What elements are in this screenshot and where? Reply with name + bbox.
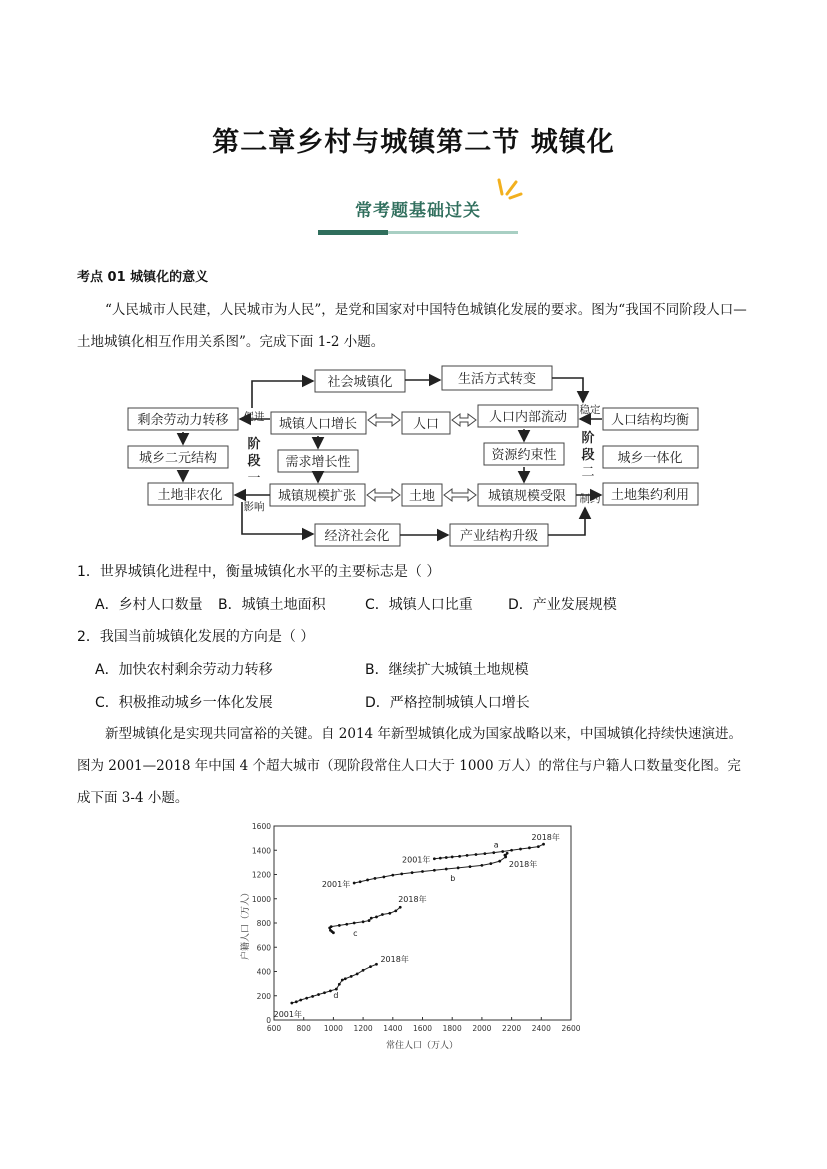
y-tick-label: 800 [256,919,271,928]
series-point-d [323,991,326,994]
x-axis-label: 常住人口（万人） [385,1041,459,1051]
series-name-d: d [333,991,339,1001]
section-heading: 考点 01 城镇化的意义 [77,270,209,285]
stage2-char-3: 二 [581,465,595,480]
series-point-a [451,856,454,859]
series-point-b [374,877,377,880]
series-name-c: c [353,928,358,938]
spark-icon [494,172,524,202]
stage2-char-2: 段 [581,448,595,463]
series-end-label-a: 2018年 [531,833,560,843]
series-point-d [305,997,308,1000]
y-tick-label: 1200 [251,870,271,880]
series-end-label-d: 2018年 [380,955,409,965]
label-structure-balance: 人口结构均衡 [610,413,690,428]
y-tick-label: 1400 [251,846,271,856]
series-point-b [489,862,492,865]
series-point-a [458,855,461,858]
y-tick-label: 200 [256,991,271,1001]
q2-option-b: B．继续扩大城镇土地规模 [365,662,529,678]
banner-text: 常考题基础过关 [355,201,481,221]
series-point-c [353,922,356,925]
label-dual-structure: 城乡二元结构 [138,451,218,466]
label-influence: 影响 [243,501,265,513]
series-point-a [519,848,522,851]
series-point-c [345,923,348,926]
banner-bar-light [388,231,518,234]
label-urban-pop-growth: 城镇人口增长 [278,417,358,432]
q2-option-d: D．严格控制城镇人口增长 [365,695,530,711]
y-tick-label: 1600 [251,822,271,831]
label-social-urbanization: 社会城镇化 [327,375,393,390]
series-point-c [368,919,371,922]
y-axis-label: 户籍人口（万人） [241,887,251,961]
question-2-stem: 2．我国当前城镇化发展的方向是（ ） [77,629,315,645]
series-point-b [400,872,403,875]
series-point-d [338,983,341,986]
label-promote: 促进 [243,411,265,423]
label-restrict: 制约 [579,493,601,505]
page-title: 第二章乡村与城镇第二节 城镇化 [212,127,615,158]
series-point-a [542,843,545,846]
series-point-b [445,868,448,871]
x-tick-label: 2600 [561,1024,581,1033]
series-start-label-d: 2001年 [273,1010,302,1020]
label-demand-growth: 需求增长性 [285,455,351,470]
label-integration: 城乡一体化 [617,451,683,466]
series-point-b [366,879,369,882]
label-internal-flow: 人口内部流动 [488,410,568,425]
series-point-a [501,850,504,853]
series-point-b [353,882,356,885]
series-end-label-b: 2018年 [508,860,538,870]
series-point-b [382,876,385,879]
q2-option-a: A．加快农村剩余劳动力转移 [95,662,273,678]
x-tick-label: 2400 [531,1024,551,1033]
label-land-intensive: 土地集约利用 [610,488,690,503]
label-economic-social: 经济社会化 [324,529,390,544]
banner-bar-dark [318,230,388,235]
series-point-c [375,916,378,919]
series-point-b [469,865,472,868]
series-point-a [475,853,478,856]
series-point-c [381,913,384,916]
label-population: 人口 [412,417,440,432]
series-point-b [481,864,484,867]
series-start-label-b: 2001年 [321,879,351,889]
series-point-a [439,857,442,860]
series-point-c [362,920,365,923]
series-name-a: a [493,840,499,850]
y-tick-label: 0 [266,1016,271,1025]
stage2-char-1: 阶 [581,431,595,446]
label-industry-upgrade: 产业结构升级 [459,529,539,544]
label-surplus-labor: 剩余劳动力转移 [137,413,229,428]
y-tick-label: 600 [256,943,271,953]
label-stable: 稳定 [579,404,601,416]
x-tick-label: 2200 [502,1024,522,1033]
y-tick-label: 1000 [251,894,271,904]
series-point-d [341,979,344,982]
series-point-d [311,995,314,998]
x-tick-label: 1000 [323,1024,343,1033]
series-point-d [350,975,353,978]
stage1-char-3: 一 [247,471,261,486]
series-name-b: b [450,874,456,884]
question-1-stem: 1．世界城镇化进程中，衡量城镇化水平的主要标志是（ ） [77,564,441,580]
series-start-label-a: 2001年 [402,855,431,865]
y-tick-label: 400 [256,967,271,977]
intro-paragraph-1: “人民城市人民建，人民城市为人民”，是党和国家对中国特色城镇化发展的要求。图为“我国不同阶段人口—土地城镇化相互作用关系图”。完成下面 1-2 小题。 [77,302,747,350]
series-point-c [388,912,391,915]
x-tick-label: 1400 [383,1024,403,1033]
series-point-b [504,854,507,857]
series-point-b [359,880,362,883]
x-tick-label: 1600 [412,1024,433,1033]
q1-option-b: B．城镇土地面积 [218,597,326,613]
q1-option-c: C．城镇人口比重 [365,597,473,613]
relationship-diagram [120,362,710,552]
label-resource-constraint: 资源约束性 [491,448,557,463]
stage1-char-1: 阶 [247,437,261,452]
series-point-b [421,870,424,873]
series-point-a [445,856,448,859]
stage1-char-2: 段 [247,454,261,469]
series-point-a [537,845,540,848]
series-point-b [411,871,414,874]
series-point-d [369,965,372,968]
series-point-b [391,874,394,877]
series-point-c [330,925,333,928]
series-point-c [370,917,373,920]
series-point-c [329,929,332,932]
series-point-d [329,990,332,993]
series-end-label-c: 2018年 [398,895,427,905]
series-point-c [338,924,341,927]
series-point-a [483,852,486,855]
series-point-d [299,999,302,1002]
section-banner [310,178,520,238]
series-point-d [375,963,378,966]
series-point-d [362,969,365,972]
series-point-d [295,1000,298,1003]
series-point-d [335,988,338,991]
series-point-a [510,849,513,852]
label-land-nonag: 土地非农化 [157,488,223,503]
series-point-d [344,977,347,980]
series-point-d [317,993,320,996]
q1-option-d: D．产业发展规模 [508,597,617,613]
series-point-a [466,854,469,857]
series-point-c [399,906,402,909]
x-tick-label: 1200 [353,1024,373,1033]
series-point-d [290,1002,293,1005]
series-point-a [528,846,531,849]
series-point-d [356,973,359,976]
label-land: 土地 [408,489,436,504]
x-tick-label: 800 [296,1024,311,1033]
q1-option-a: A．乡村人口数量 [95,597,203,613]
x-tick-label: 1800 [442,1024,462,1033]
x-tick-label: 2000 [472,1024,492,1033]
series-point-b [506,852,509,855]
series-point-a [492,851,495,854]
series-point-b [433,869,436,872]
label-lifestyle-change: 生活方式转变 [457,372,537,387]
intro-paragraph-2: 新型城镇化是实现共同富裕的关键。自 2014 年新型城镇化成为国家战略以来，中国城镇化持续快速演进。图为 2001—2018 年中国 4 个超大城市（现阶段常住人口大于 1000 万人）的常住与户籍人口数量变化图。完成下面 3-4 小题。 [77,726,742,806]
q2-option-c: C．积极推动城乡一体化发展 [95,695,273,711]
label-scale-limited: 城镇规模受限 [487,489,567,504]
series-point-b [498,860,501,863]
label-urban-expansion: 城镇规模扩张 [277,489,357,504]
series-point-b [457,866,460,869]
series-point-c [394,909,397,912]
x-tick-label: 600 [266,1024,282,1033]
series-point-a [433,857,436,860]
population-chart [238,816,593,1056]
